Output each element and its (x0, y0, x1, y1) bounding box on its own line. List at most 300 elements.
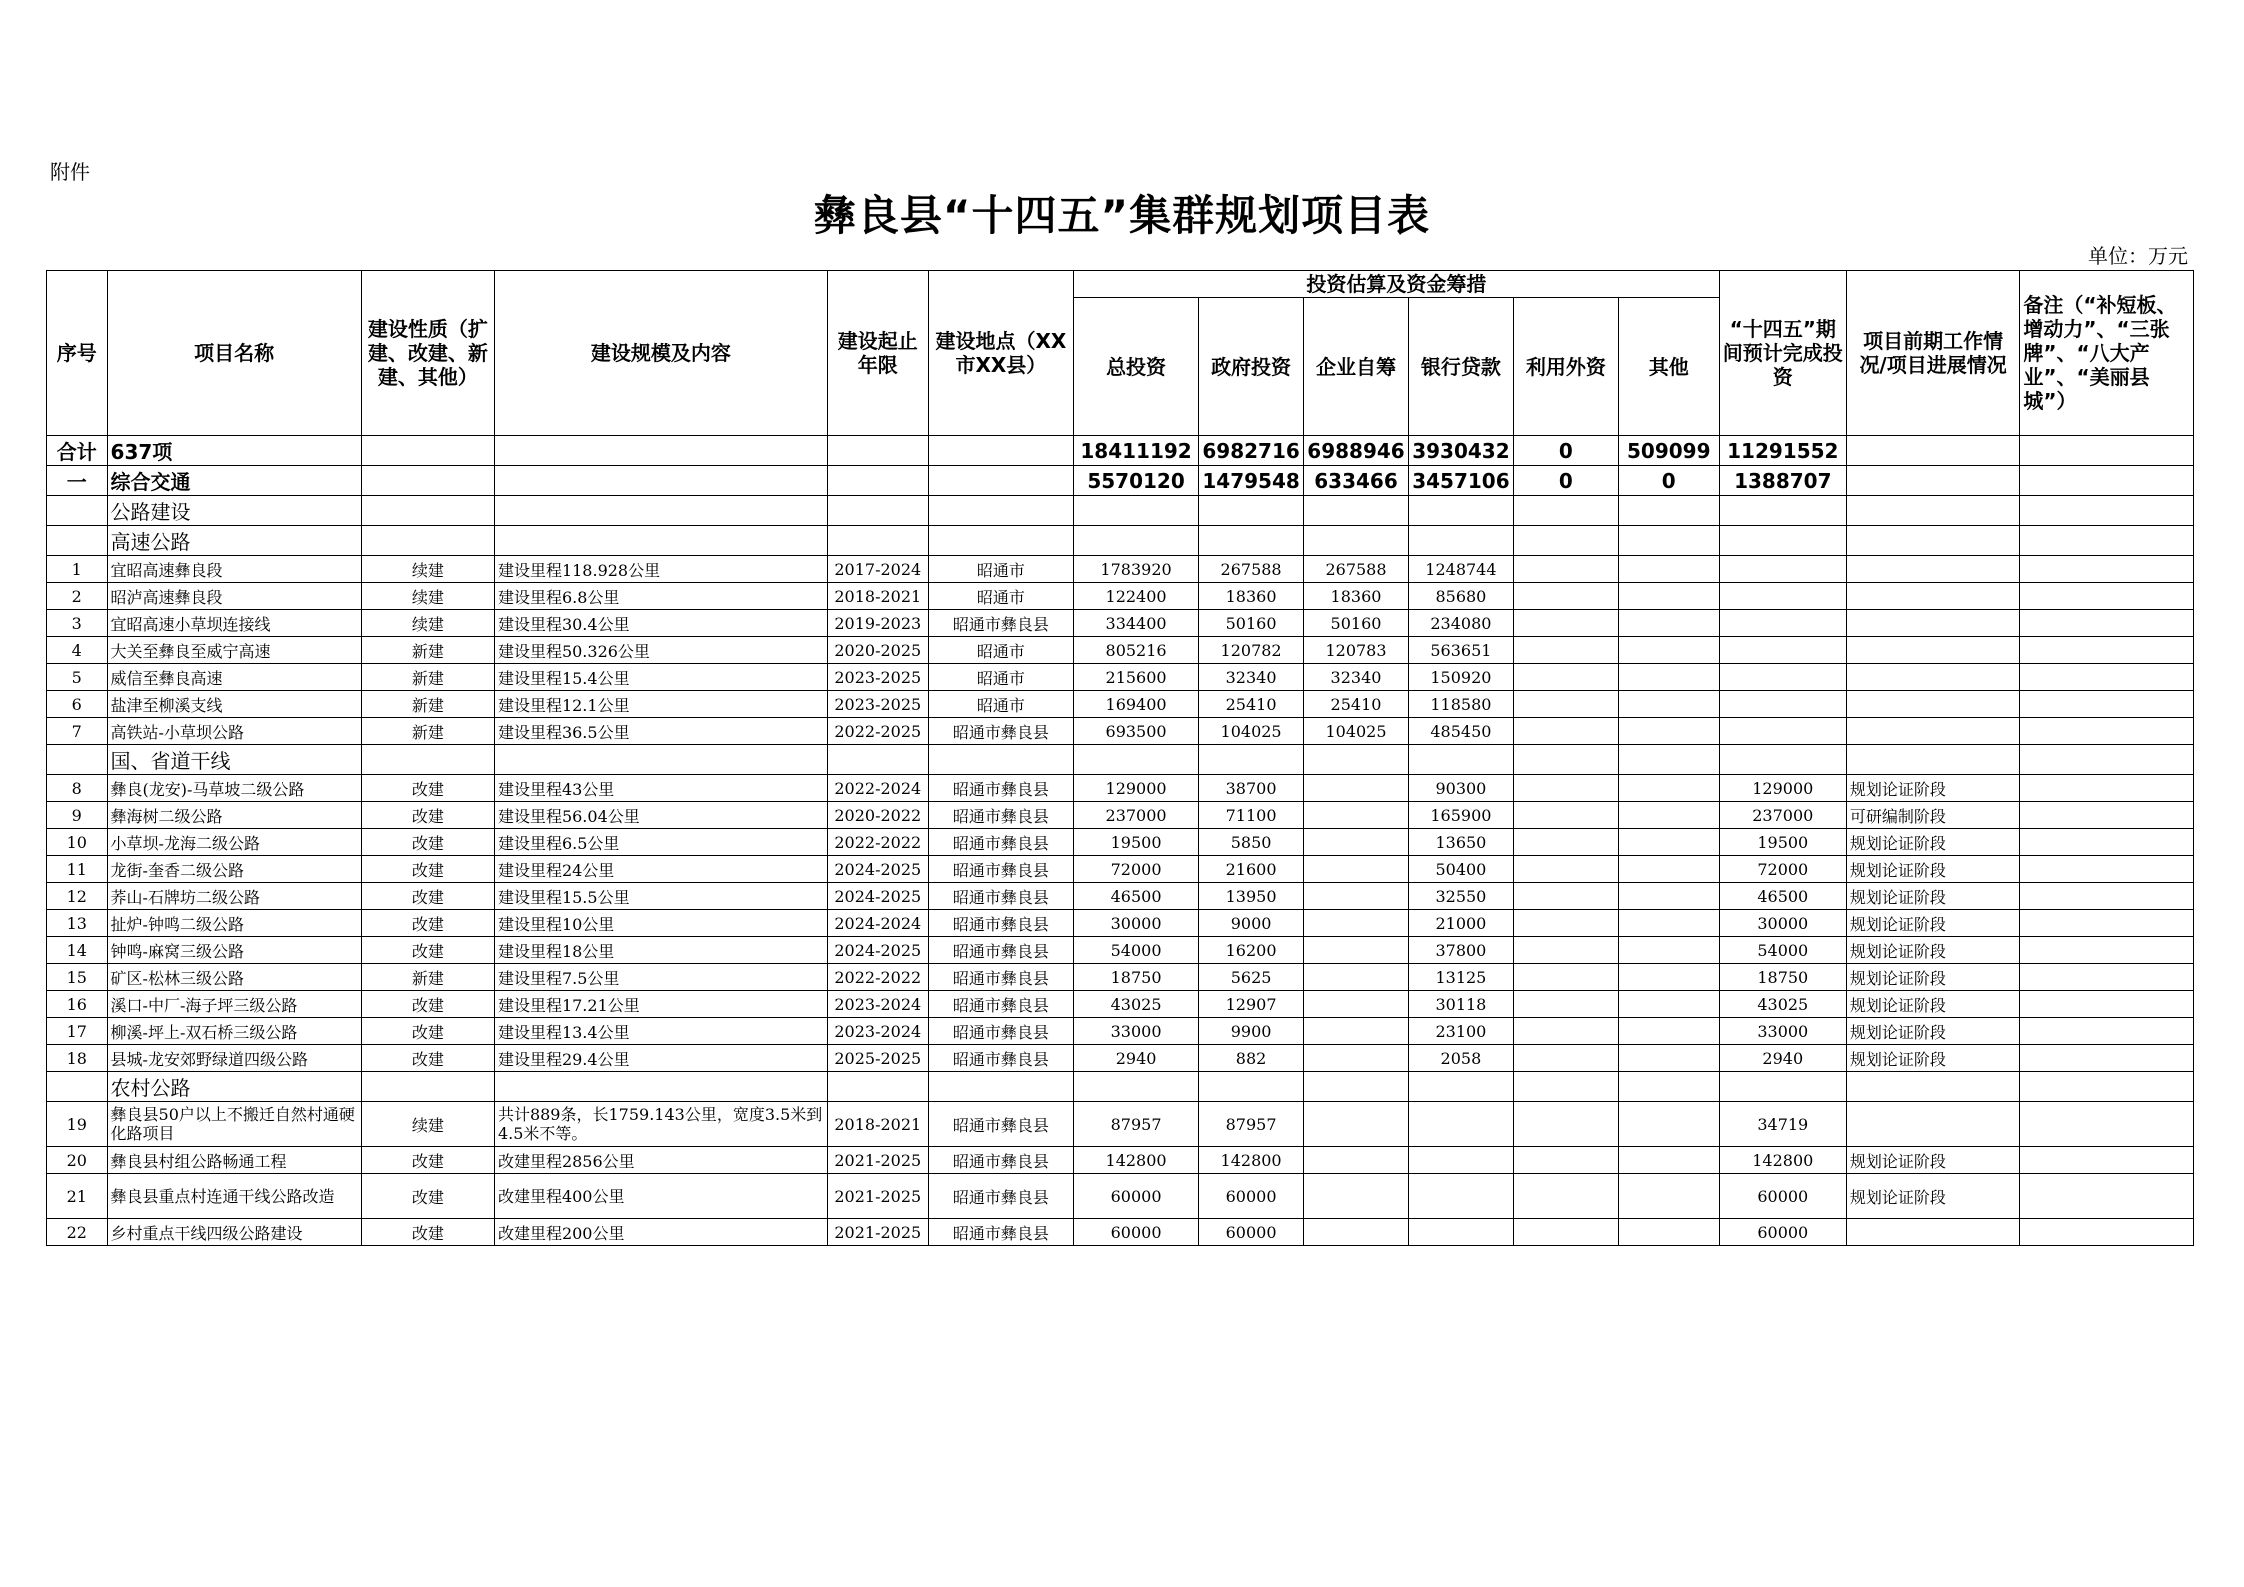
cell-plan-complete: 237000 (1719, 802, 1846, 829)
cell-bank: 21000 (1408, 910, 1513, 937)
cell-government: 9000 (1199, 910, 1304, 937)
cell-scale: 建设里程50.326公里 (494, 637, 827, 664)
cell-remark (2020, 802, 2194, 829)
cell-total: 2940 (1074, 1045, 1199, 1072)
cell-other (1618, 829, 1719, 856)
cell-name: 大关至彝良至威宁高速 (107, 637, 361, 664)
total-bank: 3930432 (1408, 436, 1513, 466)
cell-seq: 3 (47, 610, 108, 637)
cell-location: 昭通市彝良县 (928, 829, 1073, 856)
section-row (47, 466, 2194, 496)
cell-plan-complete (1719, 691, 1846, 718)
cell-other (1618, 610, 1719, 637)
cell-period: 2024-2025 (827, 937, 928, 964)
total-total: 18411192 (1074, 436, 1199, 466)
cell-government: 87957 (1199, 1102, 1304, 1147)
cell-total: 60000 (1074, 1219, 1199, 1246)
cell-seq: 15 (47, 964, 108, 991)
cell-total: 30000 (1074, 910, 1199, 937)
cell-foreign (1513, 937, 1618, 964)
col-nature: 建设性质（扩建、改建、新建、其他） (361, 271, 494, 436)
category-road (47, 496, 2194, 526)
cell-government: 12907 (1199, 991, 1304, 1018)
cell-plan-complete: 142800 (1719, 1147, 1846, 1174)
cell-bank: 1248744 (1408, 556, 1513, 583)
cell-enterprise (1304, 1018, 1409, 1045)
cell-enterprise: 120783 (1304, 637, 1409, 664)
cell-other (1618, 1045, 1719, 1072)
cell-plan-complete: 34719 (1719, 1102, 1846, 1147)
col-name: 项目名称 (107, 271, 361, 436)
cell-government: 32340 (1199, 664, 1304, 691)
total-foreign: 0 (1513, 436, 1618, 466)
cell-progress: 规划论证阶段 (1846, 775, 2020, 802)
cell-nature: 改建 (361, 1219, 494, 1246)
cell-seq: 19 (47, 1102, 108, 1147)
cell-foreign (1513, 1102, 1618, 1147)
cell-name: 高铁站-小草坝公路 (107, 718, 361, 745)
cell-government: 5850 (1199, 829, 1304, 856)
cell-total: 169400 (1074, 691, 1199, 718)
col-remark: 备注（“补短板、增动力”、“三张牌”、“八大产业”、“美丽县城”） (2020, 271, 2194, 436)
category-highway (47, 526, 2194, 556)
category-rural (47, 1072, 2194, 1102)
section-foreign: 0 (1513, 466, 1618, 496)
cell-progress: 规划论证阶段 (1846, 1018, 2020, 1045)
cell-seq: 14 (47, 937, 108, 964)
cell-government: 38700 (1199, 775, 1304, 802)
table-row (47, 691, 2194, 718)
cell-period: 2017-2024 (827, 556, 928, 583)
cell-bank: 90300 (1408, 775, 1513, 802)
cell-government: 120782 (1199, 637, 1304, 664)
cell-other (1618, 937, 1719, 964)
cell-bank (1408, 1219, 1513, 1246)
cell-location: 昭通市彝良县 (928, 1018, 1073, 1045)
cell-total: 122400 (1074, 583, 1199, 610)
cell-foreign (1513, 883, 1618, 910)
cell-foreign (1513, 664, 1618, 691)
cell-bank: 2058 (1408, 1045, 1513, 1072)
section-other: 0 (1618, 466, 1719, 496)
cell-other (1618, 691, 1719, 718)
total-row (47, 436, 2194, 466)
cell-plan-complete: 30000 (1719, 910, 1846, 937)
cell-total: 33000 (1074, 1018, 1199, 1045)
cell-other (1618, 883, 1719, 910)
cell-period: 2024-2024 (827, 910, 928, 937)
cell-bank: 13650 (1408, 829, 1513, 856)
cell-period: 2023-2024 (827, 991, 928, 1018)
cell-remark (2020, 883, 2194, 910)
section-plan-complete: 1388707 (1719, 466, 1846, 496)
cell-enterprise: 18360 (1304, 583, 1409, 610)
cell-nature: 改建 (361, 1174, 494, 1219)
cell-scale: 建设里程6.5公里 (494, 829, 827, 856)
cell-bank: 50400 (1408, 856, 1513, 883)
cell-government: 104025 (1199, 718, 1304, 745)
cell-foreign (1513, 1219, 1618, 1246)
cell-foreign (1513, 691, 1618, 718)
cell-remark (2020, 718, 2194, 745)
cell-nature: 新建 (361, 964, 494, 991)
cell-other (1618, 583, 1719, 610)
cell-remark (2020, 991, 2194, 1018)
col-scale: 建设规模及内容 (494, 271, 827, 436)
table-row (47, 829, 2194, 856)
cell-period: 2018-2021 (827, 583, 928, 610)
cell-remark (2020, 1174, 2194, 1219)
cell-plan-complete (1719, 583, 1846, 610)
cell-scale: 共计889条，长1759.143公里，宽度3.5米到4.5米不等。 (494, 1102, 827, 1147)
cell-nature: 续建 (361, 610, 494, 637)
cell-foreign (1513, 1174, 1618, 1219)
col-location: 建设地点（XX市XX县） (928, 271, 1073, 436)
cell-scale: 建设里程36.5公里 (494, 718, 827, 745)
cell-enterprise (1304, 1219, 1409, 1246)
cell-enterprise (1304, 910, 1409, 937)
cell-seq: 16 (47, 991, 108, 1018)
cell-seq: 11 (47, 856, 108, 883)
category-national-label: 国、省道干线 (107, 745, 361, 775)
cell-enterprise: 104025 (1304, 718, 1409, 745)
cell-other (1618, 802, 1719, 829)
cell-plan-complete: 60000 (1719, 1174, 1846, 1219)
cell-foreign (1513, 1147, 1618, 1174)
header-row-1 (47, 271, 2194, 298)
cell-total: 334400 (1074, 610, 1199, 637)
table-row (47, 610, 2194, 637)
cell-nature: 续建 (361, 1102, 494, 1147)
cell-name: 乡村重点干线四级公路建设 (107, 1219, 361, 1246)
cell-progress (1846, 637, 2020, 664)
cell-total: 693500 (1074, 718, 1199, 745)
cell-progress: 规划论证阶段 (1846, 1147, 2020, 1174)
col-plan-complete: “十四五”期间预计完成投资 (1719, 271, 1846, 436)
cell-plan-complete (1719, 664, 1846, 691)
cell-remark (2020, 556, 2194, 583)
cell-period: 2022-2022 (827, 964, 928, 991)
cell-foreign (1513, 775, 1618, 802)
cell-seq: 21 (47, 1174, 108, 1219)
cell-other (1618, 1018, 1719, 1045)
table-row (47, 583, 2194, 610)
cell-enterprise (1304, 775, 1409, 802)
cell-scale: 建设里程30.4公里 (494, 610, 827, 637)
cell-location: 昭通市 (928, 691, 1073, 718)
cell-nature: 新建 (361, 718, 494, 745)
cell-foreign (1513, 610, 1618, 637)
cell-seq: 7 (47, 718, 108, 745)
cell-period: 2023-2025 (827, 664, 928, 691)
cell-bank: 165900 (1408, 802, 1513, 829)
cell-nature: 新建 (361, 637, 494, 664)
cell-nature: 改建 (361, 883, 494, 910)
total-other: 509099 (1618, 436, 1719, 466)
cell-name: 县城-龙安郊野绿道四级公路 (107, 1045, 361, 1072)
cell-plan-complete (1719, 637, 1846, 664)
cell-total: 43025 (1074, 991, 1199, 1018)
cell-progress (1846, 718, 2020, 745)
cell-nature: 续建 (361, 556, 494, 583)
cell-scale: 建设里程15.5公里 (494, 883, 827, 910)
table-row (47, 556, 2194, 583)
table-row (47, 856, 2194, 883)
cell-location: 昭通市彝良县 (928, 718, 1073, 745)
cell-nature: 改建 (361, 856, 494, 883)
cell-location: 昭通市彝良县 (928, 802, 1073, 829)
cell-scale: 建设里程29.4公里 (494, 1045, 827, 1072)
cell-name: 扯炉-钟鸣二级公路 (107, 910, 361, 937)
cell-scale: 建设里程13.4公里 (494, 1018, 827, 1045)
cell-government: 50160 (1199, 610, 1304, 637)
section-seq: 一 (47, 466, 108, 496)
cell-seq: 1 (47, 556, 108, 583)
cell-other (1618, 1102, 1719, 1147)
cell-name: 小草坝-龙海二级公路 (107, 829, 361, 856)
cell-name: 盐津至柳溪支线 (107, 691, 361, 718)
table-row (47, 637, 2194, 664)
cell-bank: 150920 (1408, 664, 1513, 691)
table-row (47, 910, 2194, 937)
cell-period: 2022-2024 (827, 775, 928, 802)
cell-name: 宜昭高速小草坝连接线 (107, 610, 361, 637)
cell-other (1618, 1174, 1719, 1219)
cell-foreign (1513, 802, 1618, 829)
cell-nature: 改建 (361, 775, 494, 802)
cell-nature: 改建 (361, 802, 494, 829)
cell-enterprise (1304, 991, 1409, 1018)
cell-scale: 改建里程400公里 (494, 1174, 827, 1219)
cell-plan-complete: 129000 (1719, 775, 1846, 802)
cell-name: 钟鸣-麻窝三级公路 (107, 937, 361, 964)
cell-remark (2020, 1147, 2194, 1174)
cell-other (1618, 664, 1719, 691)
cell-progress: 规划论证阶段 (1846, 964, 2020, 991)
total-plan-complete: 11291552 (1719, 436, 1846, 466)
cell-location: 昭通市彝良县 (928, 610, 1073, 637)
cell-location: 昭通市彝良县 (928, 883, 1073, 910)
table-row (47, 718, 2194, 745)
cell-seq: 4 (47, 637, 108, 664)
cell-nature: 续建 (361, 583, 494, 610)
cell-foreign (1513, 829, 1618, 856)
cell-remark (2020, 691, 2194, 718)
cell-nature: 改建 (361, 910, 494, 937)
cell-progress (1846, 691, 2020, 718)
cell-nature: 新建 (361, 664, 494, 691)
document-title: 彝良县“十四五”集群规划项目表 (813, 191, 1431, 240)
cell-nature: 改建 (361, 829, 494, 856)
col-period: 建设起止年限 (827, 271, 928, 436)
cell-location: 昭通市彝良县 (928, 1045, 1073, 1072)
cell-remark (2020, 610, 2194, 637)
cell-total: 215600 (1074, 664, 1199, 691)
cell-period: 2018-2021 (827, 1102, 928, 1147)
cell-bank: 85680 (1408, 583, 1513, 610)
cell-location: 昭通市彝良县 (928, 1147, 1073, 1174)
cell-total: 18750 (1074, 964, 1199, 991)
section-bank: 3457106 (1408, 466, 1513, 496)
cell-other (1618, 718, 1719, 745)
cell-bank (1408, 1102, 1513, 1147)
cell-location: 昭通市 (928, 583, 1073, 610)
cell-scale: 建设里程18公里 (494, 937, 827, 964)
cell-bank: 30118 (1408, 991, 1513, 1018)
cell-name: 彝良县50户以上不搬迁自然村通硬化路项目 (107, 1102, 361, 1147)
cell-other (1618, 910, 1719, 937)
cell-bank: 118580 (1408, 691, 1513, 718)
cell-other (1618, 856, 1719, 883)
cell-nature: 改建 (361, 991, 494, 1018)
table-row (47, 991, 2194, 1018)
cell-enterprise (1304, 1045, 1409, 1072)
cell-remark (2020, 1102, 2194, 1147)
table-row (47, 964, 2194, 991)
cell-seq: 12 (47, 883, 108, 910)
cell-plan-complete (1719, 610, 1846, 637)
cell-name: 龙街-奎香二级公路 (107, 856, 361, 883)
cell-enterprise: 50160 (1304, 610, 1409, 637)
col-other: 其他 (1618, 298, 1719, 436)
cell-remark (2020, 910, 2194, 937)
cell-progress: 规划论证阶段 (1846, 937, 2020, 964)
cell-nature: 改建 (361, 1045, 494, 1072)
cell-progress (1846, 1102, 2020, 1147)
cell-total: 142800 (1074, 1147, 1199, 1174)
section-name: 综合交通 (107, 466, 361, 496)
table-row (47, 883, 2194, 910)
cell-scale: 改建里程2856公里 (494, 1147, 827, 1174)
cell-location: 昭通市 (928, 556, 1073, 583)
cell-period: 2020-2025 (827, 637, 928, 664)
table-row (47, 1045, 2194, 1072)
cell-location: 昭通市彝良县 (928, 1174, 1073, 1219)
cell-total: 129000 (1074, 775, 1199, 802)
cell-total: 19500 (1074, 829, 1199, 856)
cell-period: 2024-2025 (827, 856, 928, 883)
cell-progress (1846, 610, 2020, 637)
cell-name: 威信至彝良高速 (107, 664, 361, 691)
cell-seq: 6 (47, 691, 108, 718)
section-government: 1479548 (1199, 466, 1304, 496)
cell-bank (1408, 1147, 1513, 1174)
col-total: 总投资 (1074, 298, 1199, 436)
cell-other (1618, 637, 1719, 664)
cell-total: 87957 (1074, 1102, 1199, 1147)
col-enterprise: 企业自筹 (1304, 298, 1409, 436)
cell-remark (2020, 937, 2194, 964)
cell-period: 2020-2022 (827, 802, 928, 829)
cell-nature: 新建 (361, 691, 494, 718)
cell-government: 16200 (1199, 937, 1304, 964)
cell-location: 昭通市彝良县 (928, 1219, 1073, 1246)
cell-plan-complete: 72000 (1719, 856, 1846, 883)
cell-plan-complete: 2940 (1719, 1045, 1846, 1072)
cell-period: 2024-2025 (827, 883, 928, 910)
cell-remark (2020, 637, 2194, 664)
cell-government: 5625 (1199, 964, 1304, 991)
cell-period: 2023-2025 (827, 691, 928, 718)
cell-bank: 23100 (1408, 1018, 1513, 1045)
cell-progress: 规划论证阶段 (1846, 883, 2020, 910)
cell-foreign (1513, 583, 1618, 610)
cell-bank: 13125 (1408, 964, 1513, 991)
cell-government: 882 (1199, 1045, 1304, 1072)
cell-plan-complete: 43025 (1719, 991, 1846, 1018)
cell-seq: 18 (47, 1045, 108, 1072)
cell-period: 2021-2025 (827, 1174, 928, 1219)
cell-period: 2023-2024 (827, 1018, 928, 1045)
cell-progress (1846, 556, 2020, 583)
cell-other (1618, 556, 1719, 583)
cell-total: 72000 (1074, 856, 1199, 883)
cell-scale: 建设里程17.21公里 (494, 991, 827, 1018)
cell-total: 46500 (1074, 883, 1199, 910)
table-row (47, 937, 2194, 964)
cell-name: 彝良县村组公路畅通工程 (107, 1147, 361, 1174)
cell-total: 805216 (1074, 637, 1199, 664)
cell-enterprise: 25410 (1304, 691, 1409, 718)
cell-scale: 建设里程15.4公里 (494, 664, 827, 691)
cell-seq: 9 (47, 802, 108, 829)
cell-location: 昭通市彝良县 (928, 964, 1073, 991)
cell-foreign (1513, 1045, 1618, 1072)
cell-enterprise: 267588 (1304, 556, 1409, 583)
cell-scale: 建设里程56.04公里 (494, 802, 827, 829)
cell-plan-complete: 18750 (1719, 964, 1846, 991)
cell-enterprise (1304, 829, 1409, 856)
cell-progress: 规划论证阶段 (1846, 856, 2020, 883)
cell-seq: 2 (47, 583, 108, 610)
cell-plan-complete: 46500 (1719, 883, 1846, 910)
cell-name: 溪口-中厂-海子坪三级公路 (107, 991, 361, 1018)
cell-remark (2020, 856, 2194, 883)
cell-scale: 建设里程12.1公里 (494, 691, 827, 718)
cell-progress: 规划论证阶段 (1846, 910, 2020, 937)
cell-seq: 10 (47, 829, 108, 856)
cell-government: 21600 (1199, 856, 1304, 883)
cell-foreign (1513, 1018, 1618, 1045)
cell-government: 142800 (1199, 1147, 1304, 1174)
table-row (47, 802, 2194, 829)
cell-other (1618, 964, 1719, 991)
cell-name: 荞山-石牌坊二级公路 (107, 883, 361, 910)
section-enterprise: 633466 (1304, 466, 1409, 496)
category-road-label: 公路建设 (107, 496, 361, 526)
cell-location: 昭通市彝良县 (928, 910, 1073, 937)
cell-location: 昭通市彝良县 (928, 775, 1073, 802)
cell-scale: 建设里程24公里 (494, 856, 827, 883)
cell-total: 1783920 (1074, 556, 1199, 583)
cell-enterprise (1304, 1147, 1409, 1174)
cell-bank: 485450 (1408, 718, 1513, 745)
cell-location: 昭通市 (928, 637, 1073, 664)
cell-government: 267588 (1199, 556, 1304, 583)
cell-progress (1846, 583, 2020, 610)
cell-bank: 37800 (1408, 937, 1513, 964)
cell-name: 彝海树二级公路 (107, 802, 361, 829)
cell-enterprise (1304, 937, 1409, 964)
cell-seq: 17 (47, 1018, 108, 1045)
cell-location: 昭通市 (928, 664, 1073, 691)
table-row (47, 1219, 2194, 1246)
cell-foreign (1513, 991, 1618, 1018)
cell-period: 2021-2025 (827, 1219, 928, 1246)
cell-total: 54000 (1074, 937, 1199, 964)
cell-name: 彝良(龙安)-马草坡二级公路 (107, 775, 361, 802)
cell-government: 71100 (1199, 802, 1304, 829)
